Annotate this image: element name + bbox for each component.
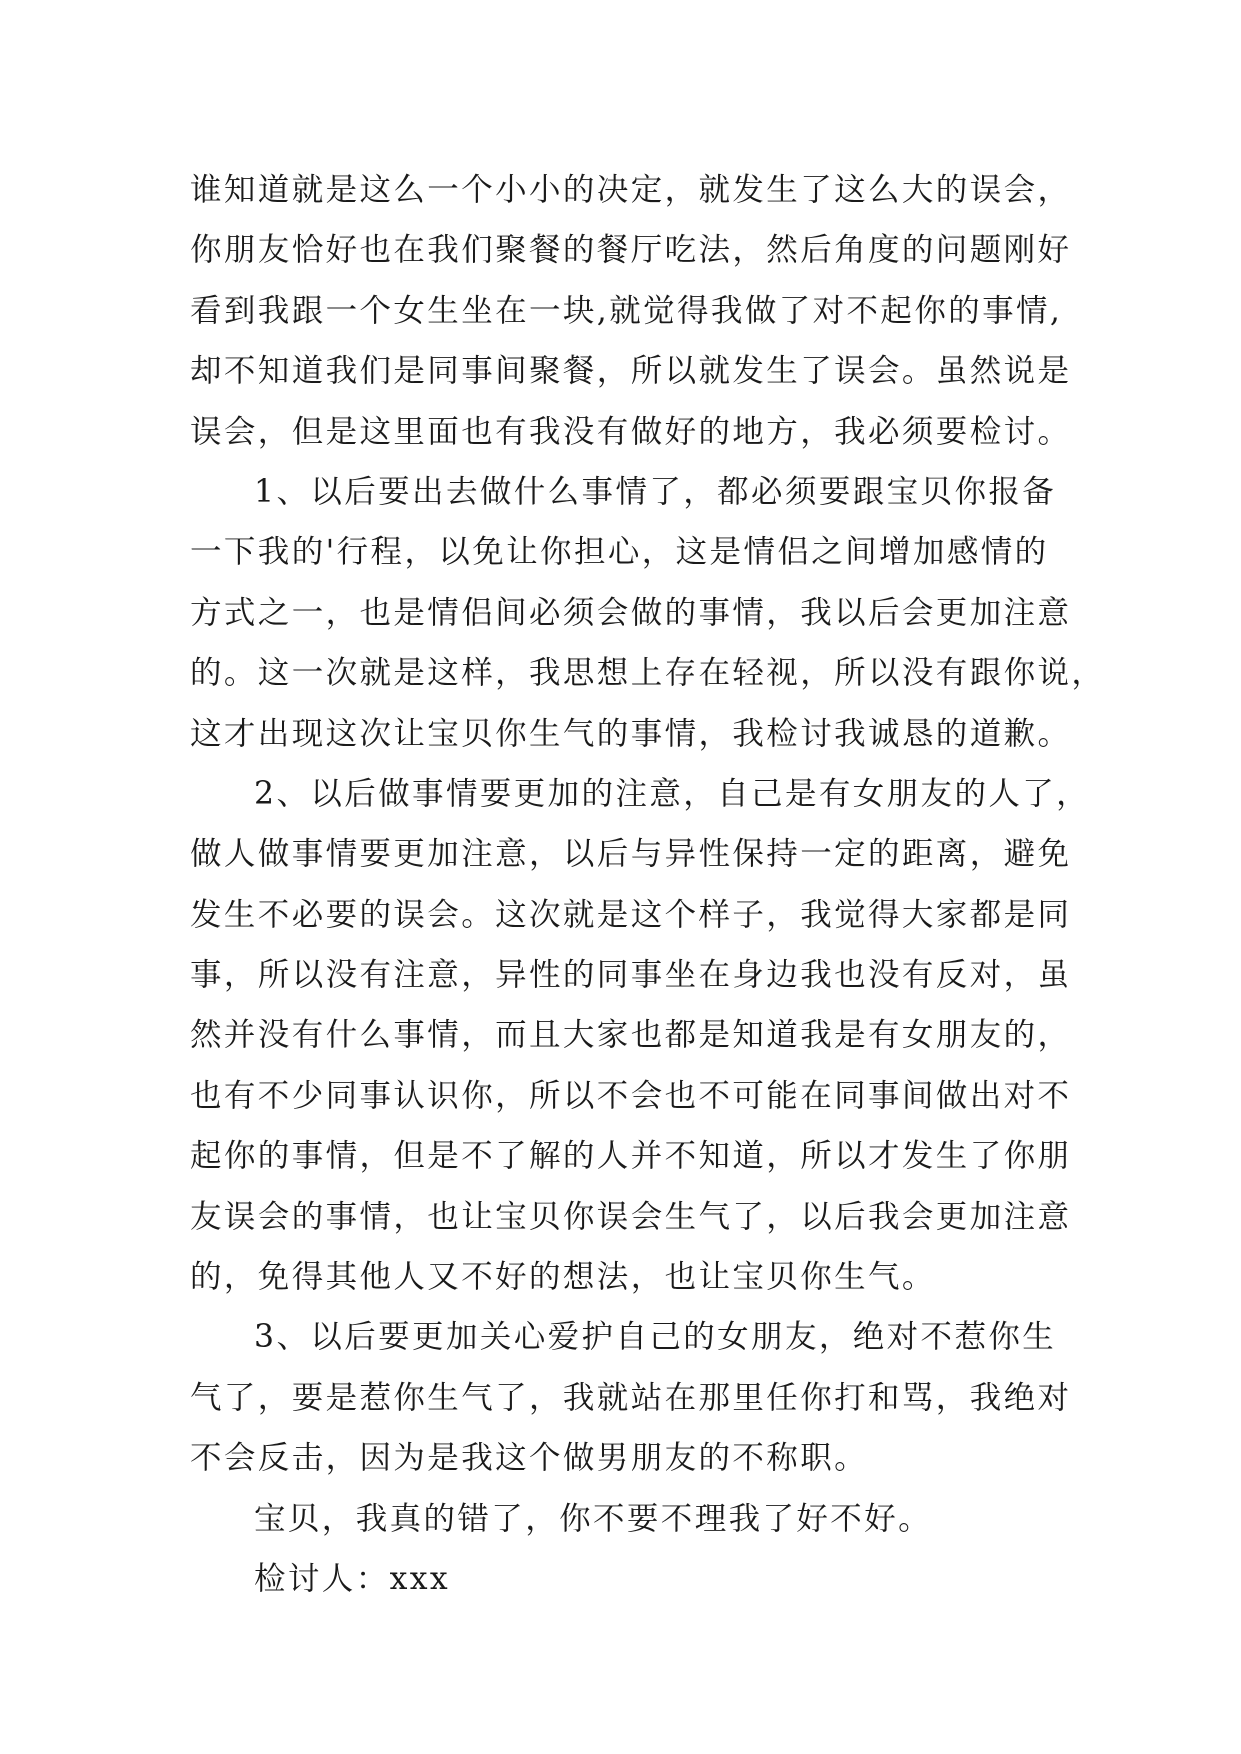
paragraph-first-line: 检讨人：xxx	[254, 1560, 451, 1597]
paragraph-first-line: 宝贝，我真的错了，你不要不理我了好不好。	[254, 1500, 933, 1537]
text-line: 气了，要是惹你生气了，我就站在那里任你打和骂，我绝对	[190, 1379, 1072, 1416]
text-line: 一下我的'行程，以免让你担心，这是情侣之间增加感情的	[190, 534, 1049, 571]
text-line: 的，免得其他人又不好的想法，也让宝贝你生气。	[190, 1259, 936, 1296]
text-line: 然并没有什么事情，而且大家也都是知道我是有女朋友的，	[190, 1017, 1072, 1054]
text-line: 却不知道我们是同事间聚餐，所以就发生了误会。虽然说是	[190, 353, 1072, 390]
text-line: 误会，但是这里面也有我没有做好的地方，我必须要检讨。	[190, 413, 1072, 450]
text-line: 发生不必要的误会。这次就是这个样子，我觉得大家都是同	[190, 896, 1072, 933]
paragraph-first-line: 3、以后要更加关心爱护自己的女朋友，绝对不惹你生	[254, 1319, 1057, 1356]
text-line: 友误会的事情，也让宝贝你误会生气了，以后我会更加注意	[190, 1198, 1072, 1235]
text-line: 起你的事情，但是不了解的人并不知道，所以才发生了你朋	[190, 1138, 1072, 1175]
text-line: 也有不少同事认识你，所以不会也不可能在同事间做出对不	[190, 1077, 1072, 1114]
text-line: 的。这一次就是这样，我思想上存在轻视，所以没有跟你说，	[190, 655, 1106, 692]
text-line: 看到我跟一个女生坐在一块,就觉得我做了对不起你的事情,	[190, 292, 1063, 329]
document-body	[190, 160, 1106, 1609]
text-line: 这才出现这次让宝贝你生气的事情，我检讨我诚恳的道歉。	[190, 715, 1072, 752]
text-line: 你朋友恰好也在我们聚餐的餐厅吃法，然后角度的问题刚好	[190, 232, 1072, 269]
text-line: 事，所以没有注意，异性的同事坐在身边我也没有反对，虽	[190, 957, 1072, 994]
text-line: 做人做事情要更加注意，以后与异性保持一定的距离，避免	[190, 836, 1072, 873]
text-line: 方式之一，也是情侣间必须会做的事情，我以后会更加注意	[190, 594, 1072, 631]
text-line: 不会反击，因为是我这个做男朋友的不称职。	[190, 1440, 869, 1477]
paragraph-first-line: 2、以后做事情要更加的注意，自己是有女朋友的人了，	[254, 775, 1091, 812]
text-line: 谁知道就是这么一个小小的决定，就发生了这么大的误会，	[190, 172, 1072, 208]
paragraph-first-line: 1、以后要出去做什么事情了，都必须要跟宝贝你报备	[254, 473, 1057, 510]
